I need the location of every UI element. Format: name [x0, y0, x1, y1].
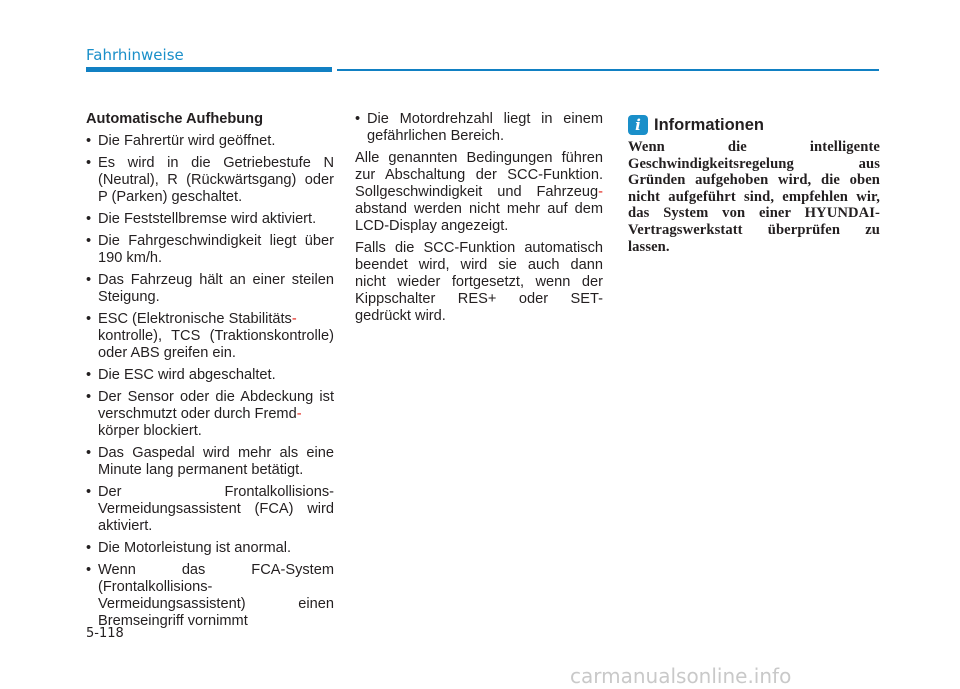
text-segment: kontrolle), TCS (Traktionskontrolle) oder ABS greifen ein. [98, 328, 334, 361]
bullet-list [355, 111, 603, 145]
page-number: 5-118 [86, 626, 124, 641]
left-column [86, 111, 334, 635]
info-icon: i [628, 115, 648, 135]
text-segment: körper blockiert. [98, 423, 202, 439]
list-item: • Der Frontalkollisions-Vermeidungsassistent (FCA) wird aktiviert. [86, 484, 334, 535]
header-rule-thick [86, 67, 332, 72]
list-item: • Das Gaspedal wird mehr als eine Minute lang permanent betätigt. [86, 445, 334, 479]
list-item: • Das Fahrzeug hält an einer steilen Steigung. [86, 272, 334, 306]
header-rule-thin [337, 69, 879, 71]
text-segment: Der Sensor oder die Abdeckung ist verschmutzt oder durch Fremd [98, 389, 334, 422]
hyphen-mark: - [296, 406, 302, 422]
text-segment: ESC (Elektronische Stabilitäts [98, 311, 292, 327]
list-item: • Es wird in die Getriebestufe N (Neutral), R (Rückwärtsgang) oder P (Parken) geschaltet. [86, 155, 334, 206]
paragraph [355, 150, 603, 235]
text-segment: Alle genannten Bedingungen führen zur Abschaltung der SCC-Funktion. Sollgeschwindigkeit und Fahrzeug [355, 150, 603, 200]
list-item [86, 389, 334, 440]
bullet-list [86, 133, 334, 630]
middle-column [355, 111, 603, 330]
list-item: • Die Fahrgeschwindigkeit liegt über 190 km/h. [86, 233, 334, 267]
info-title: Informationen [654, 115, 764, 134]
info-box [628, 111, 880, 255]
list-item: • Die ESC wird abgeschaltet. [86, 367, 334, 384]
watermark: carmanualsonline.info [570, 664, 792, 688]
list-item: • Die Fahrertür wird geöffnet. [86, 133, 334, 150]
hyphen-mark: - [291, 311, 297, 327]
hyphen-mark: - [598, 184, 603, 200]
section-title: Fahrhinweise [86, 46, 184, 64]
list-item [86, 311, 334, 362]
info-text: Wenn die intelligente Geschwindigkeitsregelung aus Gründen aufgehoben wird, die oben nicht aufgeführt sind, empfehlen wir, das System von einer HYUNDAI-Vertragswerkstatt überprüfen zu lassen. [628, 139, 880, 255]
list-item: • Die Feststellbremse wird aktiviert. [86, 211, 334, 228]
section-heading: Automatische Aufhebung [86, 111, 264, 127]
paragraph: Falls die SCC-Funktion automatisch beendet wird, wird sie auch dann nicht wieder fortgesetzt, wenn der Kippschalter RES+ oder SET- gedrückt wird. [355, 240, 603, 324]
list-item: • Wenn das FCA-System (Frontalkollisions-Vermeidungsassistent) einen Bremseingriff vornimmt [86, 562, 334, 630]
info-header [628, 115, 880, 135]
list-item: • Die Motorleistung ist anormal. [86, 540, 334, 557]
list-item: • Die Motordrehzahl liegt in einem gefährlichen Bereich. [355, 111, 603, 145]
text-segment: abstand werden nicht mehr auf dem LCD-Display angezeigt. [355, 201, 603, 234]
